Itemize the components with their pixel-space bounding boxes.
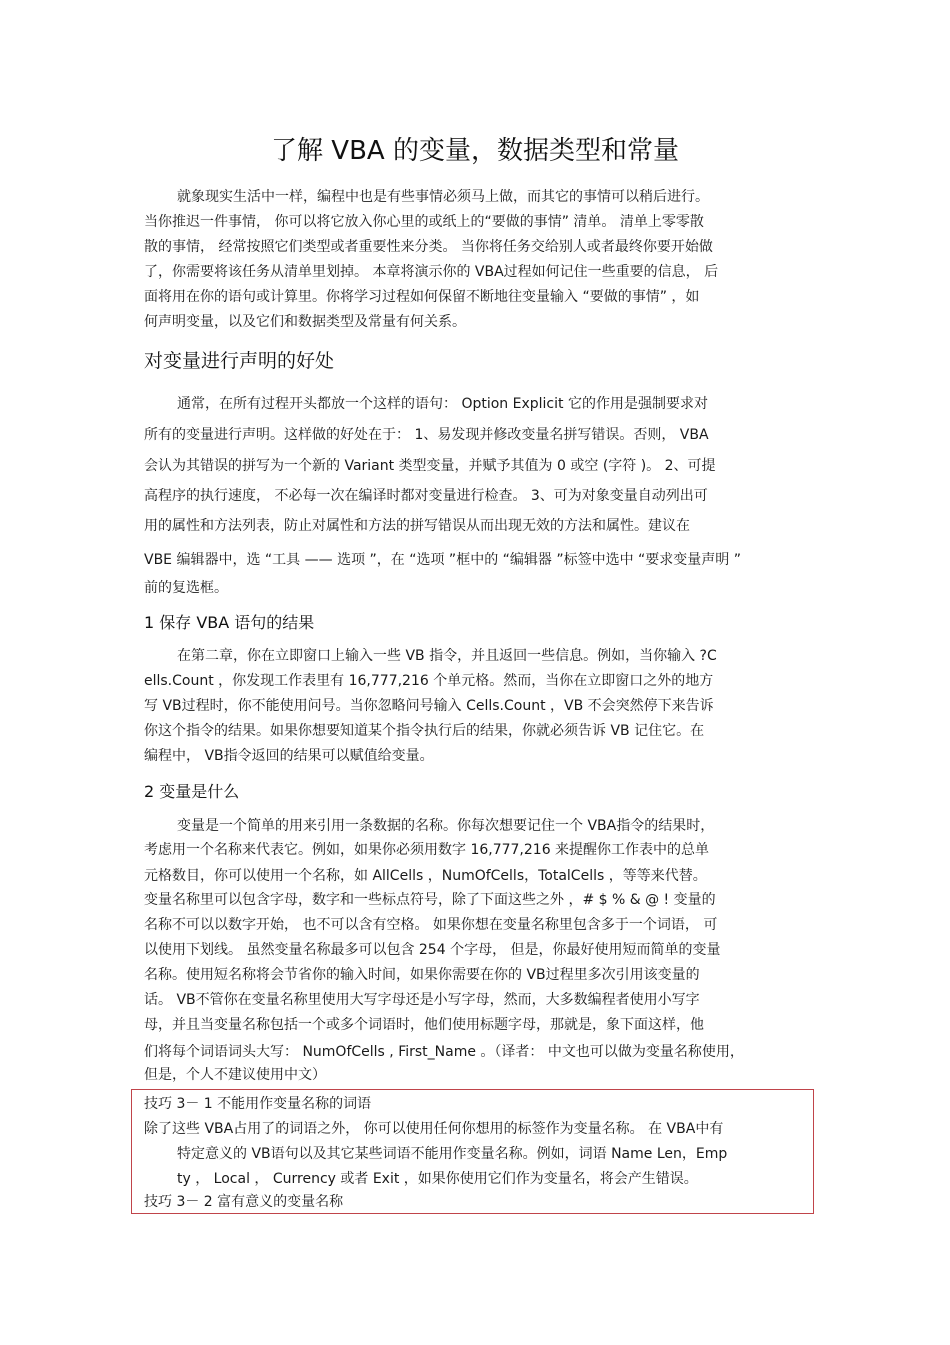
section1-line: 前的复选框。 bbox=[144, 580, 228, 596]
section1-line: VBE 编辑器中，选 “工具 —— 选项 ”，在 “选项 ”框中的 “编辑器 ”标签中选中 “要求变量声明 ” bbox=[144, 552, 742, 568]
section3-line: 话。 VB不管你在变量名称里使用大写字母还是小写字母，然而，大多数编程者使用小写字 bbox=[144, 992, 700, 1008]
tip-heading: 技巧 3－ 1 不能用作变量名称的词语 bbox=[144, 1096, 372, 1112]
intro-line: 面将用在你的语句或计算里。你将学习过程如何保留不断地往变量输入 “要做的事情” ，如 bbox=[144, 289, 700, 305]
section1-line: 高程序的执行速度， 不必每一次在编译时都对变量进行检查。 3、可为对象变量自动列出可 bbox=[144, 488, 708, 504]
section2-line: ells.Count ，你发现工作表里有 16,777,216 个单元格。然而，当你在立即窗口之外的地方 bbox=[144, 673, 714, 689]
section-heading-what-is-variable: 2 变量是什么 bbox=[144, 782, 240, 801]
intro-line: 了，你需要将该任务从清单里划掉。 本章将演示你的 VBA过程如何记住一些重要的信息， 后 bbox=[144, 264, 719, 280]
tip-line: ty ， Local ， Currency 或者 Exit ，如果你使用它们作为变量名，将会产生错误。 bbox=[177, 1171, 698, 1187]
section2-line: 编程中， VB指令返回的结果可以赋值给变量。 bbox=[144, 748, 434, 764]
section1-line: 会认为其错误的拼写为一个新的 Variant 类型变量，并赋予其值为 0 或空 (字符 )。 2、可提 bbox=[144, 458, 716, 474]
section3-line: 变量是一个简单的用来引用一条数据的名称。你每次想要记住一个 VBA指令的结果时， bbox=[177, 818, 715, 834]
section1-line: 用的属性和方法列表，防止对属性和方法的拼写错误从而出现无效的方法和属性。建议在 bbox=[144, 518, 690, 534]
section3-line: 以使用下划线。 虽然变量名称最多可以包含 254 个字母， 但是，你最好使用短而简单的变量 bbox=[144, 942, 721, 958]
section3-line: 们将每个词语词头大写： NumOfCells , First_Name 。（译者： 中文也可以做为变量名称使用， bbox=[144, 1044, 744, 1060]
intro-line: 何声明变量，以及它们和数据类型及常量有何关系。 bbox=[144, 314, 466, 330]
tip-box bbox=[131, 1089, 814, 1214]
section3-line: 名称。使用短名称将会节省你的输入时间，如果你需要在你的 VB过程里多次引用该变量的 bbox=[144, 967, 700, 983]
section3-line: 名称不可以以数字开始， 也不可以含有空格。 如果你想在变量名称里包含多于一个词语， 可 bbox=[144, 917, 718, 933]
tip-line: 特定意义的 VB语句以及其它某些词语不能用作变量名称。例如，词语 Name Len，Emp bbox=[177, 1146, 728, 1162]
section2-line: 写 VB过程时，你不能使用问号。当你忽略问号输入 Cells.Count ，VB 不会突然停下来告诉 bbox=[144, 698, 714, 714]
section1-line: 通常，在所有过程开头都放一个这样的语句： Option Explicit 它的作用是强制要求对 bbox=[177, 396, 708, 412]
section2-line: 在第二章，你在立即窗口上输入一些 VB 指令，并且返回一些信息。例如，当你输入 ?C bbox=[177, 648, 717, 664]
section3-line: 变量名称里可以包含字母，数字和一些标点符号，除了下面这些之外 ，# $ % & @ ! 变量的 bbox=[144, 892, 716, 908]
intro-line: 散的事情， 经常按照它们类型或者重要性来分类。 当你将任务交给别人或者最终你要开始做 bbox=[144, 239, 713, 255]
section-heading-save-results: 1 保存 VBA 语句的结果 bbox=[144, 613, 315, 632]
page-title: 了解 VBA 的变量，数据类型和常量 bbox=[271, 136, 679, 166]
section3-line: 元格数目，你可以使用一个名称，如 AllCells ，NumOfCells，TotalCells ，等等来代替。 bbox=[144, 868, 707, 884]
section-heading-declaration-benefits: 对变量进行声明的好处 bbox=[144, 350, 335, 372]
section3-line: 母，并且当变量名称包括一个或多个词语时，他们使用标题字母，那就是，象下面这样，他 bbox=[144, 1017, 704, 1033]
section3-line: 考虑用一个名称来代表它。例如，如果你必须用数字 16,777,216 来提醒你工作表中的总单 bbox=[144, 842, 710, 858]
tip-heading: 技巧 3－ 2 富有意义的变量名称 bbox=[144, 1194, 344, 1210]
section1-line: 所有的变量进行声明。这样做的好处在于： 1、易发现并修改变量名拼写错误。否则， VBA bbox=[144, 427, 709, 443]
intro-line: 当你推迟一件事情， 你可以将它放入你心里的或纸上的“要做的事情” 清单。 清单上零零散 bbox=[144, 214, 704, 230]
section2-line: 你这个指令的结果。如果你想要知道某个指令执行后的结果，你就必须告诉 VB 记住它。在 bbox=[144, 723, 705, 739]
intro-line: 就象现实生活中一样，编程中也是有些事情必须马上做，而其它的事情可以稍后进行。 bbox=[177, 189, 709, 205]
section3-line: 但是，个人不建议使用中文） bbox=[144, 1067, 326, 1083]
tip-line: 除了这些 VBA占用了的词语之外， 你可以使用任何你想用的标签作为变量名称。 在 VBA中有 bbox=[144, 1121, 724, 1137]
